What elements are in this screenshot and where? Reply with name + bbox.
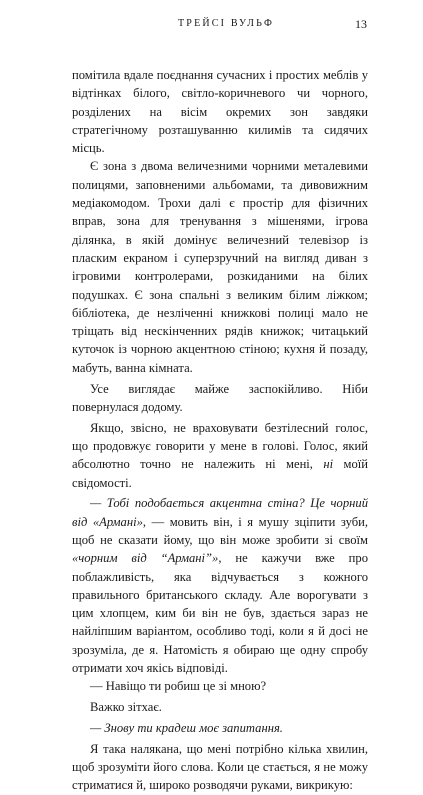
paragraph: [72, 494, 368, 677]
text-run: , — мовить він, і я мушу зціпити зуби, щоб не сказати йому, що він може зробити зі своїм: [72, 514, 368, 547]
body-text: [72, 66, 368, 795]
paragraph: [72, 419, 368, 492]
paragraph: [72, 677, 368, 695]
page-number: 13: [355, 17, 367, 31]
text-run: , не кажучи вже про поблажливість, яка відчувається з кожного правильного британського складу. Але ворогувати з цим хлопцем, ким би він не був, здається зараз не найліпшим варіантом, особливо тоді, коли я й досі не зрозуміла, де я. Натомість я обираю ще одну спробу отримати хоч якісь відповіді.: [72, 551, 368, 675]
text-run: помітила вдале поєднання сучасних і простих меблів у відтінках білого, світло-коричневого чи чорного, розділених на вісім окремих зон завдяки стратегічному розташуванню килимів та сидячих місць.: [72, 68, 368, 156]
running-head: ТРЕЙСІ ВУЛЬФ: [178, 18, 275, 29]
paragraph: [72, 66, 368, 157]
text-run: Якщо, звісно, не враховувати безтілесний голос, що продовжує говорити у мене в голові. Голос, який абсолютно точно не належить ні мені,: [72, 420, 368, 472]
paragraph: [72, 740, 368, 795]
text-run: моїй свідомості.: [72, 457, 368, 490]
paragraph: [72, 380, 368, 417]
page-header: [0, 18, 423, 36]
text-run: Я така налякана, що мені потрібно кілька хвилин, щоб зрозуміти його слова. Коли це стається, я не можу стриматися й, широко розводячи руками, викрикую:: [72, 741, 368, 793]
paragraph: [72, 719, 368, 737]
text-run: Є зона з двома величезними чорними металевими полицями, заповненими альбомами, та дивовижним медіакомодом. Трохи далі є простір для фізичних вправ, зона для тренування з мішенями, ігрова ділянка, в якій домінує величезний телевізор із пласким екраном і суперзручний на вигляд диван з ігровими контролерами, розкиданими на білих подушках. Є зона спальні з великим білим ліжком; бібліотека, де незліченні книжкові полиці мало не тріщать від нескінченних рядів книжок; читацький куточок із чорною акцентною стіною; кухня й позаду, мабуть, ванна кімната.: [72, 159, 368, 375]
italic-text: — Знову ти крадеш моє запитання.: [90, 720, 283, 735]
italic-text: — Тобі подобається акцентна стіна? Це чорний від «Армані»: [72, 496, 368, 529]
text-run: Усе виглядає майже заспокійливо. Ніби повернулася додому.: [72, 381, 368, 414]
paragraph: [72, 698, 368, 716]
text-run: — Навіщо ти робиш це зі мною?: [90, 679, 267, 694]
italic-text: «чорним від “Армані”»: [72, 551, 219, 566]
text-run: Важко зітхає.: [90, 700, 162, 715]
italic-text: ні: [323, 457, 334, 472]
paragraph: [72, 157, 368, 377]
